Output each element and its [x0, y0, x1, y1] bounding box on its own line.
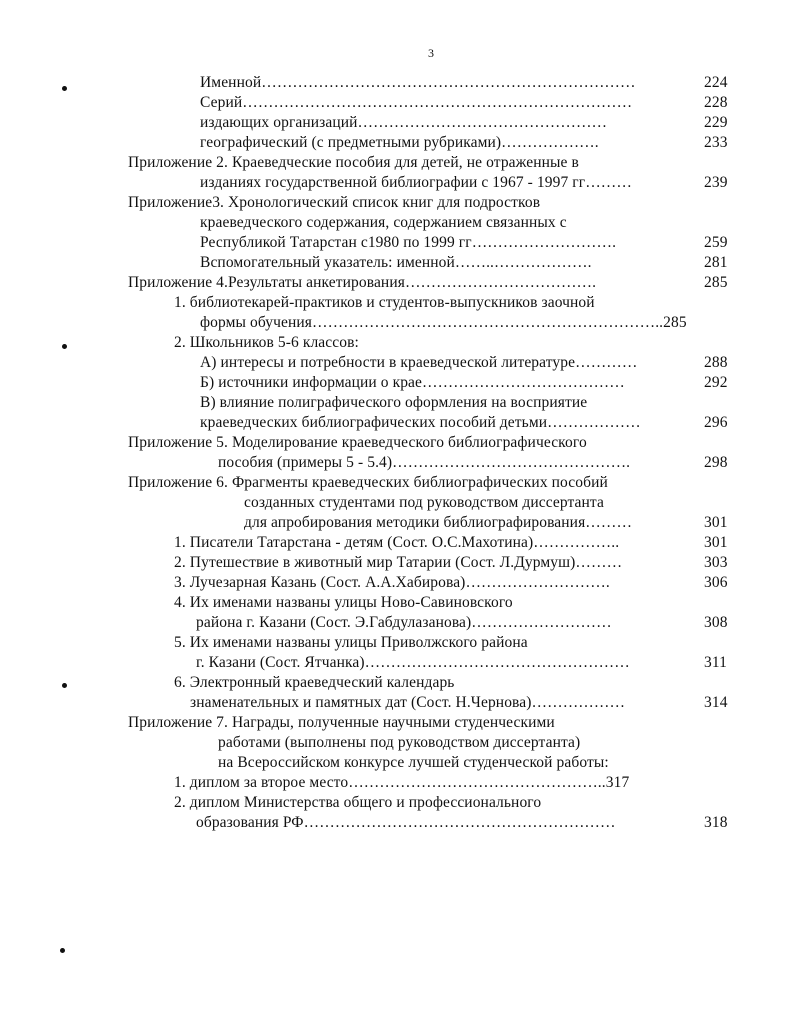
toc-page: 298 [704, 454, 728, 471]
toc-page: 228 [704, 94, 728, 111]
toc-line: созданных студентами под руководством диссертанта [244, 494, 604, 511]
toc-line: географический (с предметными рубриками)………………. [200, 134, 599, 151]
toc-line: Вспомогательный указатель: именной……..………………. [200, 254, 592, 271]
toc-page: 224 [704, 74, 728, 91]
toc-line: Именной……………………………………………………………… [200, 74, 636, 91]
toc-line: Приложение 5. Моделирование краеведческого библиографического [128, 434, 587, 451]
toc-line: знаменательных и памятных дат (Сост. Н.Чернова)……………… [190, 694, 626, 711]
toc-line: краеведческих библиографических пособий детьми……………… [200, 414, 641, 431]
toc-line: Приложение 6. Фрагменты краеведческих библиографических пособий [128, 474, 608, 491]
toc-line: 6. Электронный краеведческий календарь [174, 674, 455, 691]
toc-line: 1. библиотекарей-практиков и студентов-выпускников заочной [174, 294, 595, 311]
toc-line: Республикой Татарстан с1980 по 1999 гг………………………. [200, 234, 617, 251]
toc-line: Приложение3. Хронологический список книг для подростков [128, 194, 541, 211]
toc-line: образования РФ…………………………………………………… [196, 814, 616, 831]
scan-mark-dot [62, 683, 67, 688]
toc-page: 301 [704, 514, 728, 531]
toc-page: 311 [704, 654, 727, 671]
toc-page: 288 [704, 354, 728, 371]
toc-line: 2. Путешествие в животный мир Татарии (Сост. Л.Дурмуш)……… [174, 554, 623, 571]
scan-mark-dot [62, 86, 67, 91]
page-number: 3 [428, 46, 434, 60]
toc-line: г. Казани (Сост. Ятчанка)…………………………………………… [196, 654, 630, 671]
toc-line: 3. Лучезарная Казань (Сост. А.А.Хабирова)………………………. [174, 574, 610, 591]
toc-line: Приложение 7. Награды, полученные научными студенческими [128, 714, 555, 731]
toc-line: работами (выполнены под руководством диссертанта) [218, 734, 581, 751]
toc-line: Приложение 4.Результаты анкетирования………………………………. [128, 274, 597, 291]
scan-mark-dot [60, 948, 65, 953]
toc-page: 233 [704, 134, 728, 151]
toc-page: 308 [704, 614, 728, 631]
toc-page: 296 [704, 414, 728, 431]
scan-mark-dot [62, 344, 67, 349]
toc-line: для апробирования методики библиографирования……… [244, 514, 633, 531]
toc-page: 292 [704, 374, 728, 391]
toc-page: 306 [704, 574, 728, 591]
toc-page: 285 [704, 274, 728, 291]
toc-page: 303 [704, 554, 728, 571]
toc-page: 259 [704, 234, 728, 251]
toc-line: на Всероссийском конкурсе лучшей студенческой работы: [218, 754, 609, 771]
toc-line: 2. диплом Министерства общего и профессионального [174, 794, 542, 811]
toc-line: Б) источники информации о крае………………………………… [200, 374, 625, 391]
toc-line: изданиях государственной библиографии с 1967 - 1997 гг……… [200, 174, 633, 191]
toc-line: 4. Их именами названы улицы Ново-Савиновского [174, 594, 513, 611]
toc-line: 1. Писатели Татарстана - детям (Сост. О.С.Махотина)…………….. [174, 534, 620, 551]
toc-line: А) интересы и потребности в краеведческой литературе………… [200, 354, 638, 371]
toc-line: 2. Школьников 5-6 классов: [174, 334, 359, 351]
toc-line: Серий………………………………………………………………… [200, 94, 633, 111]
toc-line: 1. диплом за второе место…………………………………………..317 [174, 774, 630, 791]
toc-line: формы обучения…………………………………………………………..285 [200, 314, 687, 331]
toc-line: пособия (примеры 5 - 5.4)………………………………………. [218, 454, 631, 471]
toc-line: В) влияние полиграфического оформления на восприятие [200, 394, 588, 411]
toc-page: 239 [704, 174, 728, 191]
toc-line: издающих организаций………………………………………… [200, 114, 608, 131]
toc-line: района г. Казани (Сост. Э.Габдулазанова)……………………… [196, 614, 612, 631]
toc-page: 281 [704, 254, 728, 271]
toc-line: краеведческого содержания, содержанием связанных с [200, 214, 567, 231]
toc-page: 314 [704, 694, 728, 711]
toc-line: Приложение 2. Краеведческие пособия для детей, не отраженные в [128, 154, 579, 171]
toc-line: 5. Их именами названы улицы Приволжского района [174, 634, 528, 651]
toc-page: 318 [704, 814, 728, 831]
toc-page: 301 [704, 534, 728, 551]
toc-page: 229 [704, 114, 728, 131]
